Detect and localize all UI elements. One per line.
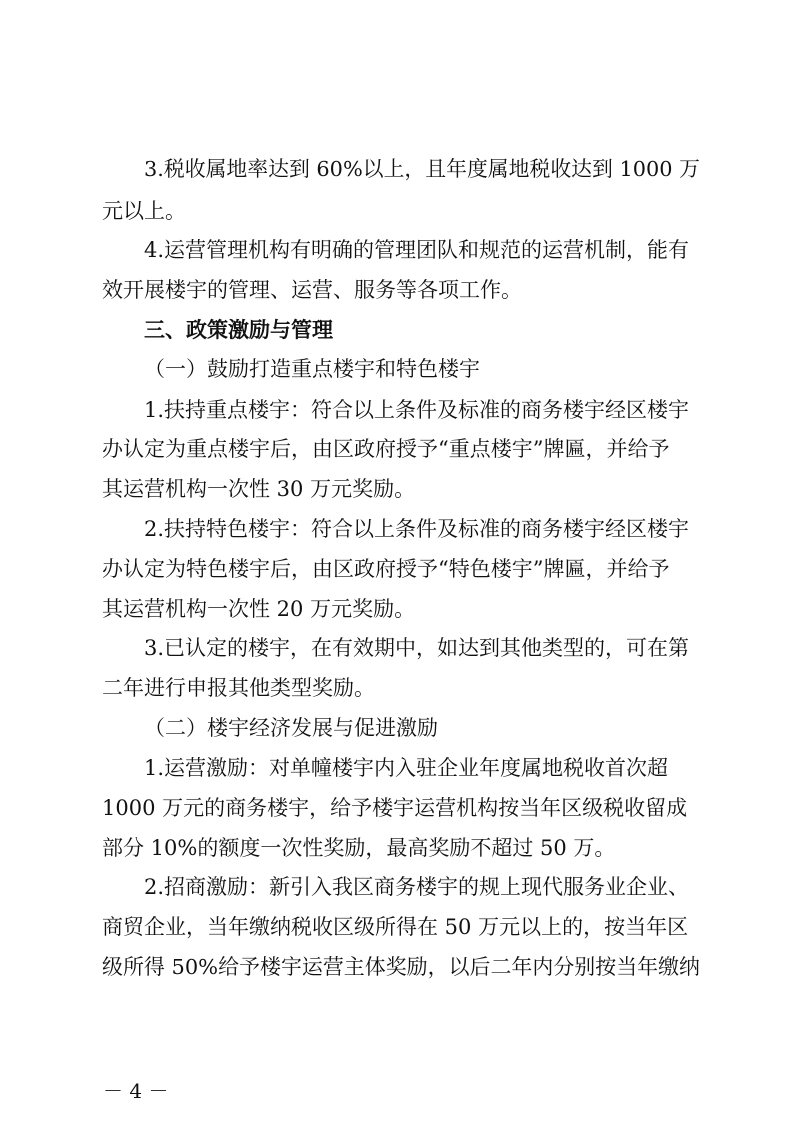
text-line: 其运营机构一次性 30 万元奖励。 bbox=[102, 477, 416, 501]
text-line: 2.招商激励：新引入我区商务楼宇的规上现代服务业企业、 bbox=[144, 875, 690, 899]
text-line: 办认定为重点楼宇后，由区政府授予“重点楼宇”牌匾，并给予 bbox=[102, 437, 670, 461]
text-line: 效开展楼宇的管理、运营、服务等各项工作。 bbox=[102, 278, 522, 302]
text-line: 办认定为特色楼宇后，由区政府授予“特色楼宇”牌匾，并给予 bbox=[102, 557, 670, 581]
text-line: 其运营机构一次性 20 万元奖励。 bbox=[102, 597, 416, 621]
text-line: 级所得 50%给予楼宇运营主体奖励，以后二年内分别按当年缴纳 bbox=[102, 955, 701, 979]
text-line: 商贸企业，当年缴纳税收区级所得在 50 万元以上的，按当年区 bbox=[102, 915, 689, 939]
subsection-heading: （一）鼓励打造重点楼宇和特色楼宇 bbox=[144, 357, 480, 381]
text-line: 1.运营激励：对单幢楼宇内入驻企业年度属地税收首次超 bbox=[144, 756, 669, 780]
subsection-heading: （二）楼宇经济发展与促进激励 bbox=[144, 716, 438, 740]
text-line: 4.运营管理机构有明确的管理团队和规范的运营机制，能有 bbox=[144, 238, 690, 262]
section-heading: 三、政策激励与管理 bbox=[144, 318, 333, 342]
page-number: － 4 － bbox=[103, 1079, 169, 1103]
text-line: 元以上。 bbox=[102, 199, 186, 223]
text-line: 部分 10%的额度一次性奖励，最高奖励不超过 50 万。 bbox=[102, 836, 616, 860]
text-line: 二年进行申报其他类型奖励。 bbox=[102, 676, 375, 700]
text-line: 1.扶持重点楼宇：符合以上条件及标准的商务楼宇经区楼宇 bbox=[144, 398, 690, 422]
text-line: 3.已认定的楼宇，在有效期中，如达到其他类型的，可在第 bbox=[144, 636, 690, 660]
text-line: 3.税收属地率达到 60%以上，且年度属地税收达到 1000 万 bbox=[144, 157, 701, 181]
text-line: 1000 万元的商务楼宇，给予楼宇运营机构按当年区级税收留成 bbox=[102, 796, 688, 820]
text-line: 2.扶持特色楼宇：符合以上条件及标准的商务楼宇经区楼宇 bbox=[144, 517, 690, 541]
